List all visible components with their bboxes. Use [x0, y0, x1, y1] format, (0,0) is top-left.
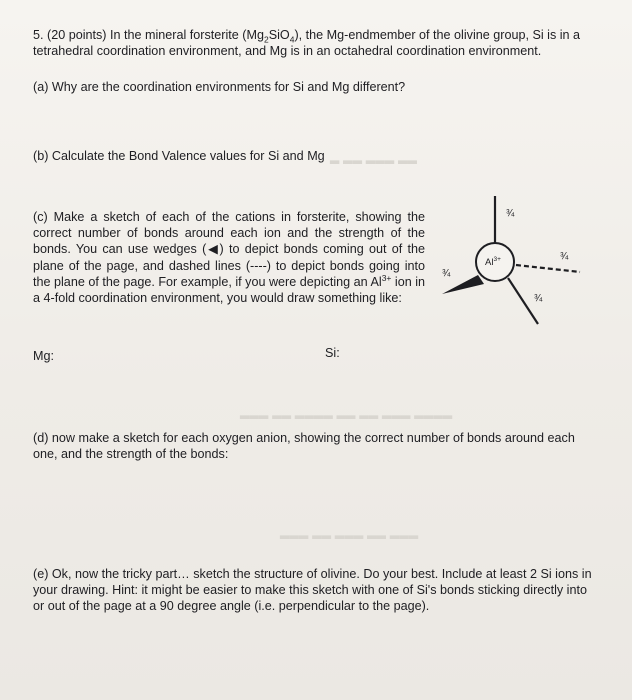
- question-5-intro: 5. (20 points) In the mineral forsterite $(Mg_2SiO_4)$, the Mg-endmember of the olivine group, Si is in a tetrahedral coordination environment, and Mg is in an octahedral coordination environment.: [33, 28, 581, 59]
- bond-strength-top: ¾: [506, 208, 515, 219]
- part-a-question: (a) Why are the coordination environments for Si and Mg different?: [33, 80, 406, 94]
- part-d-question: (d) now make a sketch for each oxygen anion, showing the correct number of bonds around each one, and the strength of the bonds:: [33, 431, 575, 462]
- part-e-question: (e) Ok, now the tricky part… sketch the structure of olivine. Do your best. Include at least 2 Si ions in your drawing. Hint: it might be easier to make this sketch with one of Si's bonds sticking directly into or out of the page at a 90 degree angle (i.e. perpendicular to the page).: [33, 567, 592, 614]
- si-sketch-label: Si:: [325, 346, 340, 360]
- part-c-question: (c) Make a sketch of each of the cations in forsterite, showing the correct number of bonds around each ion and the strength of the bonds. You can use wedges (◀) to depict bonds coming out of the plane of the page, and dashed lines (----) to depict bonds going into the plane of the page. For example, if you were depicting an $Al^{3+}$ ion in a 4-fold coordination environment, you would draw something like:: [33, 210, 426, 306]
- wedge-icon: ◀: [206, 242, 220, 257]
- part-b-question: (b) Calculate the Bond Valence values for Si and Mg: [33, 149, 325, 163]
- bleed-through-mark: ▂▂▂ ▂▂ ▂▂▂ ▂▂ ▂▂▂: [280, 525, 419, 539]
- al-coordination-diagram: [438, 188, 588, 333]
- bond-strength-right: ¾: [560, 251, 569, 262]
- bond-strength-left: ¾: [442, 268, 451, 279]
- bond-right-dashed: [516, 265, 580, 272]
- bond-strength-bottom: ¾: [534, 293, 543, 304]
- al-ion-label: $Al^{3+}$: [485, 256, 501, 268]
- bleed-through-mark: ▂▂▂ ▂▂ ▂▂▂▂ ▂▂ ▂▂ ▂▂▂ ▂▂▂▂: [240, 405, 453, 419]
- bleed-through-mark: ▂ ▂▂ ▂▂▂ ▂▂: [330, 150, 418, 164]
- mg-sketch-label: Mg:: [33, 349, 54, 363]
